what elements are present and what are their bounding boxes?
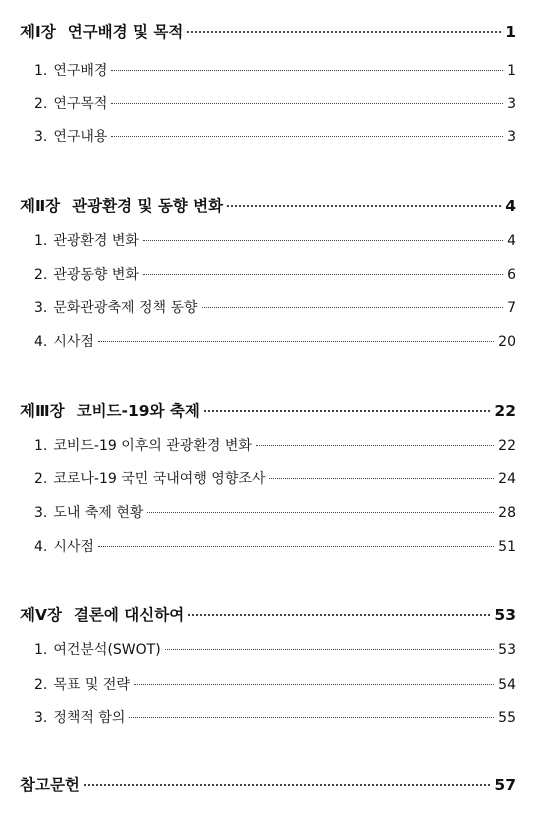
page-number: 53: [498, 642, 516, 658]
page-number: 28: [498, 505, 516, 521]
dot-leader: [204, 410, 491, 412]
entry-number: 2.: [34, 471, 48, 487]
dot-leader: [134, 684, 494, 685]
page-number: 24: [498, 471, 516, 487]
dot-leader: [188, 614, 490, 616]
entry-title: 코비드-19 이후의 관광환경 변화: [53, 438, 252, 454]
entry-title: 연구배경: [53, 63, 108, 79]
entry-number: 2.: [34, 677, 48, 693]
toc-entry[interactable]: [0, 435, 540, 455]
dot-leader: [111, 70, 503, 71]
entry-title: 목표 및 전략: [53, 677, 130, 693]
dot-leader: [187, 31, 501, 33]
toc-entry[interactable]: [0, 707, 540, 727]
toc-entry[interactable]: [0, 264, 540, 284]
entry-number: 1.: [34, 233, 48, 249]
toc-entry[interactable]: [0, 230, 540, 250]
page-number: 7: [507, 300, 516, 316]
page-number: 57: [494, 776, 516, 794]
page-number: 55: [498, 710, 516, 726]
dot-leader: [98, 546, 494, 547]
page-number: 1: [507, 63, 516, 79]
page-number: 20: [498, 334, 516, 350]
entry-number: 1.: [34, 642, 48, 658]
toc-entry[interactable]: [0, 536, 540, 556]
dot-leader: [227, 205, 501, 207]
dot-leader: [98, 341, 494, 342]
toc-chapter[interactable]: [0, 20, 540, 42]
entry-title: 시사점: [53, 334, 94, 350]
toc-entry[interactable]: [0, 126, 540, 146]
toc-entry[interactable]: [0, 468, 540, 488]
page-number: 54: [498, 677, 516, 693]
entry-number: 1.: [34, 438, 48, 454]
dot-leader: [111, 136, 503, 137]
chapter-number: 제Ⅲ장: [20, 402, 65, 420]
toc-chapter[interactable]: [0, 194, 540, 216]
toc-entry[interactable]: [0, 674, 540, 694]
toc-chapter[interactable]: [0, 603, 540, 625]
toc-references[interactable]: [0, 773, 540, 795]
entry-number: 3.: [34, 300, 48, 316]
chapter-number: 제Ⅰ장: [20, 23, 56, 41]
entry-title: 연구목적: [53, 96, 108, 112]
page-number: 4: [505, 197, 516, 215]
page-number: 3: [507, 129, 516, 145]
toc-entry[interactable]: [0, 297, 540, 317]
entry-title: 정책적 함의: [53, 710, 126, 726]
chapter-title: 결론에 대신하여: [73, 606, 185, 624]
entry-number: 4.: [34, 334, 48, 350]
chapter-title: 코비드-19와 축제: [76, 402, 200, 420]
dot-leader: [269, 478, 494, 479]
entry-title: 관광동향 변화: [53, 267, 139, 283]
dot-leader: [147, 512, 494, 513]
page-number: 22: [498, 438, 516, 454]
dot-leader: [129, 717, 494, 718]
entry-number: 2.: [34, 267, 48, 283]
entry-title: 관광환경 변화: [53, 233, 139, 249]
entry-number: 2.: [34, 96, 48, 112]
toc-entry[interactable]: [0, 331, 540, 351]
dot-leader: [165, 649, 494, 650]
page-number: 3: [507, 96, 516, 112]
entry-number: 3.: [34, 505, 48, 521]
toc-entry[interactable]: [0, 639, 540, 659]
chapter-title: 연구배경 및 목적: [67, 23, 184, 41]
dot-leader: [111, 103, 503, 104]
dot-leader: [202, 307, 504, 308]
entry-number: 1.: [34, 63, 48, 79]
toc-entry[interactable]: [0, 93, 540, 113]
page-number: 22: [494, 402, 516, 420]
dot-leader: [143, 274, 503, 275]
entry-title: 시사점: [53, 539, 94, 555]
chapter-title: 관광환경 및 동향 변화: [72, 197, 224, 215]
entry-number: 3.: [34, 129, 48, 145]
references-title: 참고문헌: [20, 776, 80, 794]
toc-chapter[interactable]: [0, 399, 540, 421]
entry-title: 도내 축제 현황: [53, 505, 144, 521]
page-number: 51: [498, 539, 516, 555]
dot-leader: [256, 445, 494, 446]
chapter-number: 제Ⅴ장: [20, 606, 62, 624]
chapter-number: 제Ⅱ장: [20, 197, 61, 215]
dot-leader: [143, 240, 503, 241]
entry-title: 연구내용: [53, 129, 108, 145]
page-number: 1: [505, 23, 516, 41]
page-number: 4: [507, 233, 516, 249]
entry-title: 코로나-19 국민 국내여행 영향조사: [53, 471, 266, 487]
entry-title: 여건분석(SWOT): [53, 642, 161, 658]
toc-entry[interactable]: [0, 60, 540, 80]
entry-title: 문화관광축제 정책 동향: [53, 300, 198, 316]
page-number: 53: [494, 606, 516, 624]
entry-number: 4.: [34, 539, 48, 555]
dot-leader: [84, 784, 491, 786]
toc-entry[interactable]: [0, 502, 540, 522]
entry-number: 3.: [34, 710, 48, 726]
page-number: 6: [507, 267, 516, 283]
